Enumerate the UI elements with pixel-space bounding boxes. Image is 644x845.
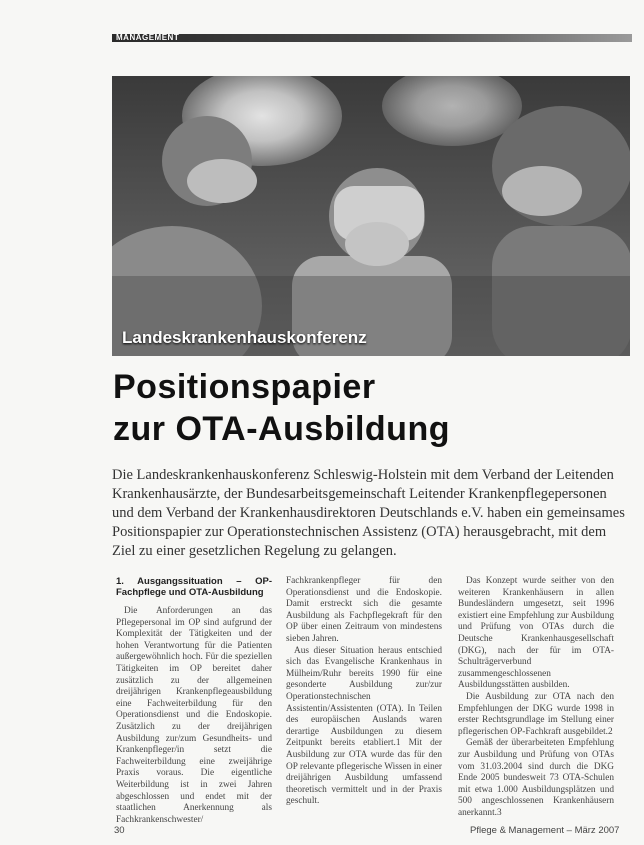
section-label: MANAGEMENT	[116, 33, 180, 42]
column-3-text-3: Gemäß der überarbeiteten Empfehlung zur Ausbildung und Prüfung von OTAs vom 31.03.2004 sind durch die DKG Ende 2005 bundesweit 73 OTA-Schulen mit etwa 1.000 Ausbildungsplätzen und 500 angeschlossenen Krankenhäusern anerkannt.3	[458, 738, 614, 818]
magazine-footer: Pflege & Management – März 2007	[470, 825, 620, 836]
surgery-photo-image	[112, 76, 630, 356]
section-heading: 1. Ausgangssituation – OP-Fachpflege und OTA-Ausbildung	[116, 576, 272, 598]
title-line-1: Positionspapier	[113, 368, 376, 406]
title-line-2: zur OTA-Ausbildung	[113, 410, 450, 448]
column-1	[116, 576, 272, 826]
page-number: 30	[114, 825, 125, 836]
article-title	[113, 366, 450, 450]
photo-caption: Landeskrankenhauskonferenz	[122, 328, 367, 347]
column-2-text-1: Fachkrankenpfleger für den Operationsdienst und die Endoskopie. Damit erstreckt sich die gesamte Ausbildung als Fachpflegekraft für den OP über einen Zeitraum von mindestens sieben Jahren.	[286, 576, 442, 644]
surgery-photo	[112, 76, 630, 356]
column-1-text: Die Anforderungen an das Pflegepersonal im OP sind aufgrund der Komplexität der Tätigkeiten und der hohen Verantwortung für die Patienten außergewöhnlich hoch. Für die speziellen Tätigkeiten im OP bereitet daher zusätzlich zu der allgemeinen dreijährigen Krankenpflegeausbildung eine Fachweiterbildung für den Operationsdienst und die Endoskopie. Zusätzlich zu der dreijährigen Ausbildung zur/zum Gesundheits- und Krankenpfleger/in setzt die Fachweiterbildung eine zweijährige Praxis voraus. Die eigentliche Weiterbildung ist in zwei Jahren abgeschlossen und endet mit der staatlichen Anerkennung als Fachkrankenschwester/	[116, 606, 272, 825]
column-2	[286, 576, 442, 808]
column-2-text-2: Aus dieser Situation heraus entschied sich das Evangelische Krankenhaus in Mülheim/Ruhr bereits 1990 für eine gesonderte Ausbildung zur/zur Operationstechnischen Assistentin/Assistenten (OTA). In Teilen des europäischen Auslands waren derartige Ausbildungen zu diesem Zeitpunkt bereits etabliert.1 Mit der Ausbildung zur OTA wurde das für den OP relevante pflegerische Wissen in einer dreijährigen Ausbildung umfassend theoretisch vermittelt und in der Praxis geschult.	[286, 645, 442, 807]
column-3-text-1: Das Konzept wurde seither von den weiteren Krankenhäusern in allen Bundesländern umgesetzt, seit 1996 existiert eine Empfehlung zur Ausbildung und Prüfung von OTAs durch die Deutsche Krankenhausgesellschaft (DKG), nach der für im OTA-Schulträgerverbund zusammengeschlossenen Ausbildungsstätten ausbilden.	[458, 576, 614, 691]
lead-paragraph: Die Landeskrankenhauskonferenz Schleswig-Holstein mit dem Verband der Leitenden Krankenhausärzte, der Bundesarbeitsgemeinschaft Leitender Krankenpflegepersonen und dem Verband der Krankenhausdirektoren Deutschlands e.V. haben ein gemeinsames Positionspapier zur Operationstechnischen Assistenz (OTA) herausgebracht, mit dem Ziel zu einer gesetzlichen Regelung zu gelangen.	[112, 467, 625, 559]
column-3-text-2: Die Ausbildung zur OTA nach den Empfehlungen der DKG wurde 1998 in erster Rechtsgrundlage im Stellung einer pflegerischen OP-Fachkraft ausgebildet.2	[458, 691, 614, 737]
section-header-bar	[112, 32, 632, 44]
column-3	[458, 576, 614, 819]
header-rule	[112, 34, 632, 42]
